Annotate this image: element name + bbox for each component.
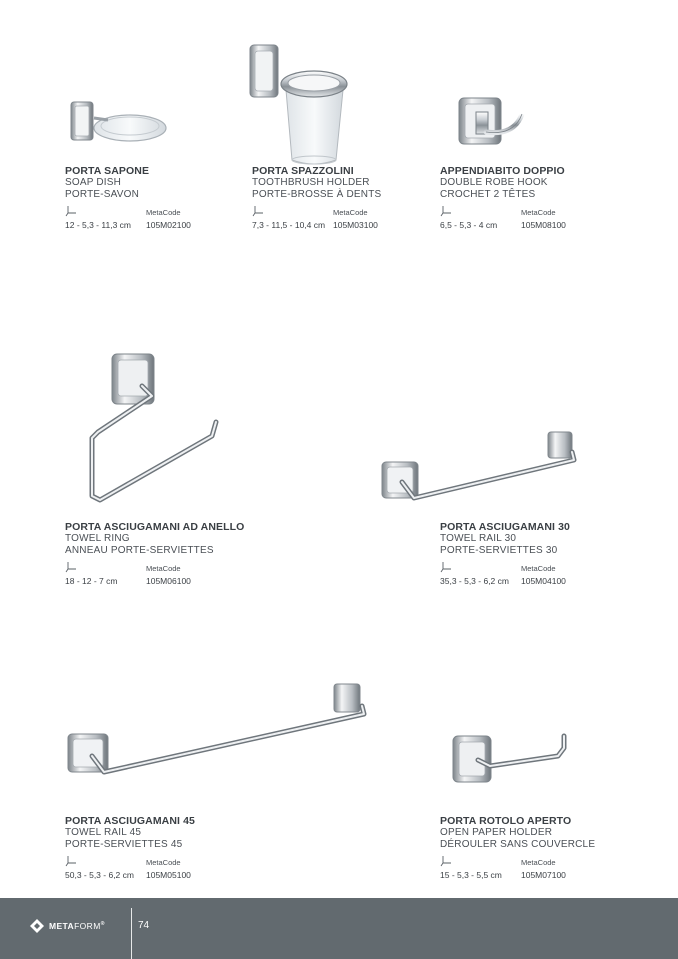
metacode-label: MetaCode — [521, 857, 556, 867]
product-code: 105M03100 — [333, 219, 378, 230]
towel-ring-image — [80, 350, 222, 506]
page-footer — [0, 898, 678, 959]
toothbrush-holder-info — [252, 165, 452, 232]
brand-name — [49, 921, 105, 931]
paper-holder-info — [440, 815, 640, 882]
product-name-fr: PORTE-SERVIETTES 30 — [440, 545, 558, 557]
product-code: 105M02100 — [146, 219, 191, 230]
product-dimensions: 15 - 5,3 - 5,5 cm — [440, 869, 502, 880]
product-dimensions: 12 - 5,3 - 11,3 cm — [65, 219, 131, 230]
metacode-label: MetaCode — [146, 563, 181, 573]
product-name: PORTA ASCIUGAMANI 45 — [65, 815, 195, 827]
soap-dish-image — [68, 96, 170, 146]
product-name: APPENDIABITO DOPPIO — [440, 165, 565, 177]
dimensions-icon — [65, 205, 77, 217]
towel-rail-45-image — [64, 680, 370, 780]
product-name: PORTA SPAZZOLINI — [252, 165, 354, 177]
product-code: 105M04100 — [521, 575, 566, 586]
product-name-en: OPEN PAPER HOLDER — [440, 827, 553, 838]
dimensions-icon — [440, 855, 452, 867]
product-name-en: TOWEL RAIL 45 — [65, 827, 142, 838]
towel-rail-30-image — [378, 428, 580, 506]
product-dimensions: 6,5 - 5,3 - 4 cm — [440, 219, 498, 230]
product-dimensions: 7,3 - 11,5 - 10,4 cm — [252, 219, 326, 230]
product-code: 105M05100 — [146, 869, 191, 880]
page-number: 74 — [138, 920, 150, 931]
soap-dish-info — [65, 165, 265, 232]
toothbrush-holder-image — [248, 42, 352, 166]
product-name: PORTA ASCIUGAMANI AD ANELLO — [65, 521, 245, 533]
trademark-symbol: ® — [100, 921, 105, 928]
dimensions-icon — [440, 561, 452, 573]
product-name-en: DOUBLE ROBE HOOK — [440, 177, 548, 188]
product-name-en: TOOTHBRUSH HOLDER — [252, 177, 370, 188]
dimensions-icon — [65, 855, 77, 867]
robe-hook-info — [440, 165, 640, 232]
product-name-en: SOAP DISH — [65, 177, 122, 188]
product-code: 105M08100 — [521, 219, 566, 230]
metacode-label: MetaCode — [146, 207, 181, 217]
product-code: 105M07100 — [521, 869, 566, 880]
product-dimensions: 35,3 - 5,3 - 6,2 cm — [440, 575, 509, 586]
metacode-label: MetaCode — [521, 563, 556, 573]
towel-rail-30-info — [440, 521, 640, 588]
dimensions-icon — [252, 205, 264, 217]
product-name-fr: DÉROULER SANS COUVERCLE — [440, 839, 596, 851]
product-dimensions: 18 - 12 - 7 cm — [65, 575, 118, 586]
product-name: PORTA ROTOLO APERTO — [440, 815, 572, 827]
product-dimensions: 50,3 - 5,3 - 6,2 cm — [65, 869, 134, 880]
product-name-fr: CROCHET 2 TÊTES — [440, 189, 536, 201]
product-name-fr: ANNEAU PORTE-SERVIETTES — [65, 545, 214, 557]
metacode-label: MetaCode — [521, 207, 556, 217]
product-name-fr: PORTE-SAVON — [65, 189, 140, 201]
metacode-label: MetaCode — [146, 857, 181, 867]
product-code: 105M06100 — [146, 575, 191, 586]
paper-holder-image — [450, 730, 572, 786]
product-name: PORTA ASCIUGAMANI 30 — [440, 521, 570, 533]
robe-hook-image — [456, 92, 536, 150]
towel-ring-info — [65, 521, 265, 588]
product-name-en: TOWEL RING — [65, 533, 130, 544]
metacode-label: MetaCode — [333, 207, 368, 217]
footer-divider — [131, 908, 132, 959]
brand-name-bold: META — [49, 921, 75, 931]
dimensions-icon — [440, 205, 452, 217]
product-name-fr: PORTE-SERVIETTES 45 — [65, 839, 183, 851]
diamond-logo-icon — [29, 918, 45, 934]
product-name: PORTA SAPONE — [65, 165, 150, 177]
brand-name-light: FORM — [74, 921, 101, 931]
product-name-en: TOWEL RAIL 30 — [440, 533, 517, 544]
towel-rail-45-info — [65, 815, 265, 882]
brand-logo — [29, 918, 105, 934]
dimensions-icon — [65, 561, 77, 573]
product-name-fr: PORTE-BROSSE À DENTS — [252, 189, 382, 201]
